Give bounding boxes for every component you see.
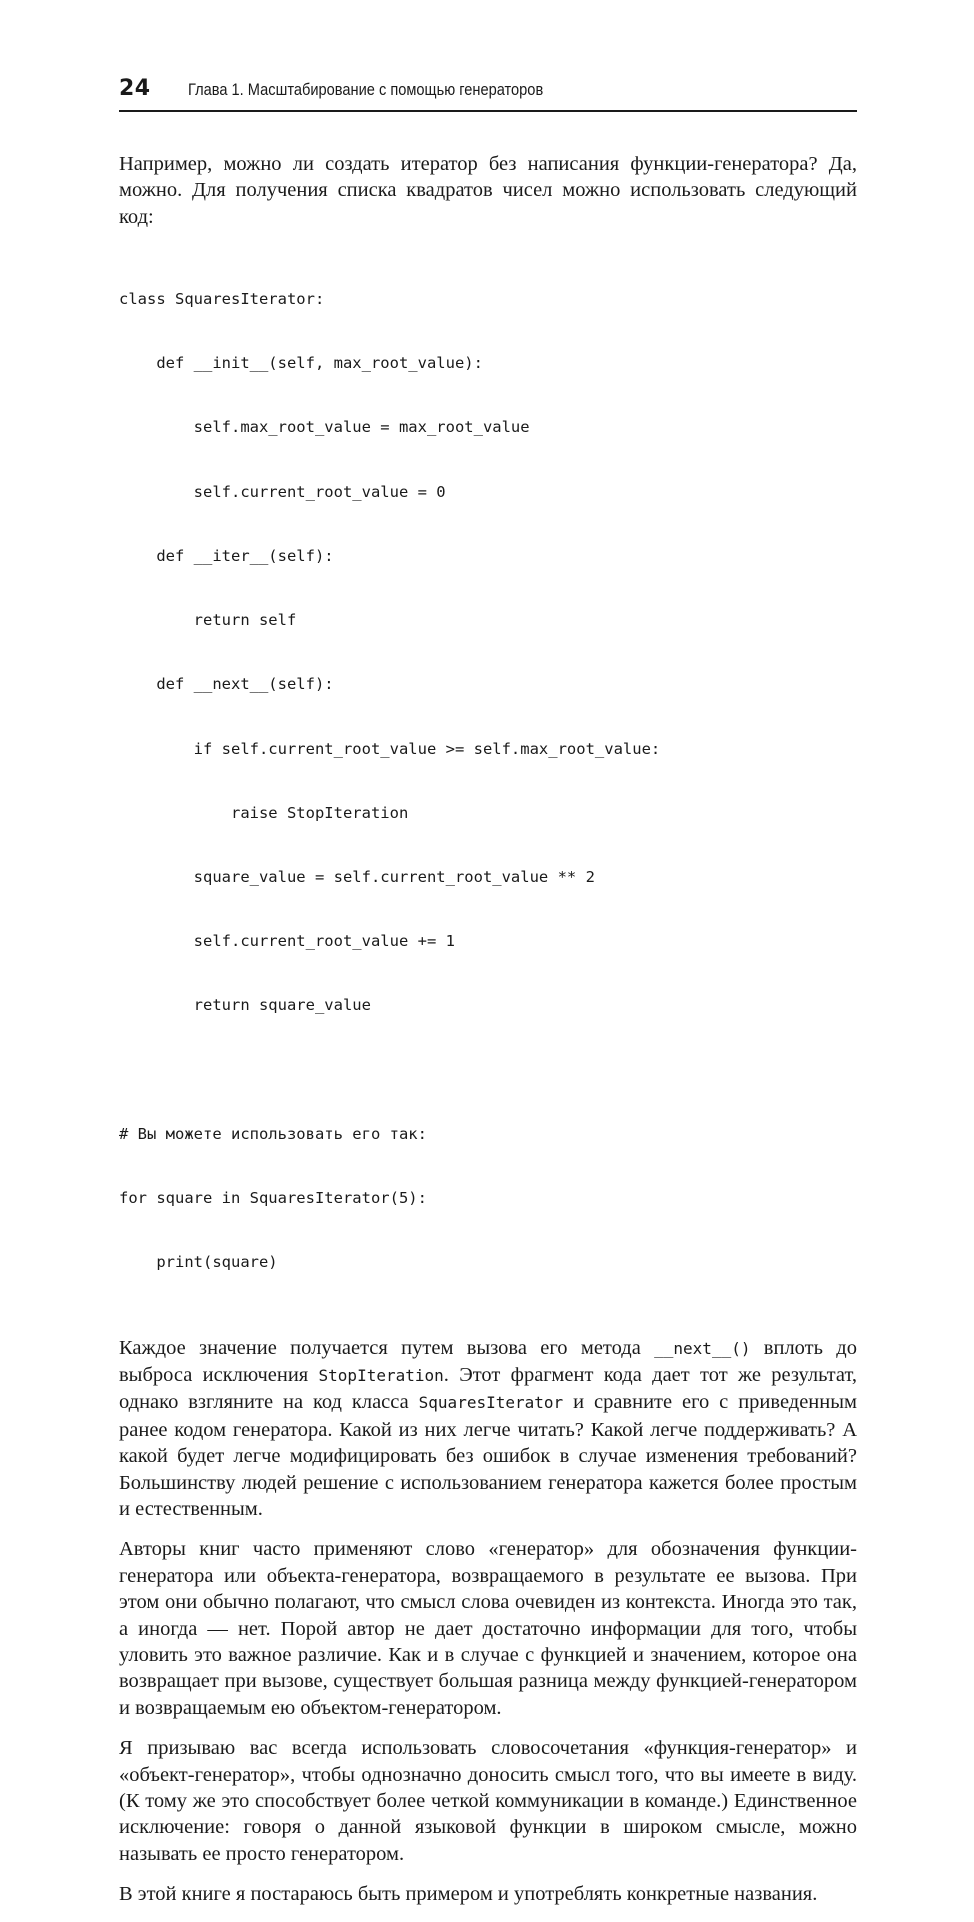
text-run: вплоть до выброса исключения <box>119 1336 857 1386</box>
inline-code-next: __next__() <box>654 1338 751 1358</box>
code-line-blank <box>119 1060 857 1081</box>
running-title: Глава 1. Масштабирование с помощью генераторов <box>188 80 544 99</box>
code-line: square_value = self.current_root_value ** 2 <box>119 868 595 886</box>
inline-code-stopiteration: StopIteration <box>318 1365 444 1385</box>
body-paragraph-3: Я призываю вас всегда использовать словосочетания «функция-генератор» и «объект-генератор», чтобы однозначно доносить смысл того, что вы имеете в виду. (К тому же это способствует более четкой коммуникации в команде.) Единственное исключение: говоря о данной языковой функции в широком смысле, можно называть ее просто генератором. <box>119 1737 857 1865</box>
code-line: raise StopIteration <box>119 803 409 822</box>
text-run: Каждое значение получается путем вызова его метода <box>119 1336 655 1359</box>
code-line: self.current_root_value = 0 <box>119 482 446 501</box>
body-paragraph-1 <box>119 1335 857 1523</box>
page-header <box>119 72 857 112</box>
body-paragraph-4: В этой книге я постараюсь быть примером и употреблять конкретные названия. <box>119 1883 818 1906</box>
code-line: self.current_root_value += 1 <box>119 932 455 951</box>
code-line: class SquaresIterator: <box>119 290 325 309</box>
code-line: print(square) <box>119 1253 278 1272</box>
code-line: for square in SquaresIterator(5): <box>119 1189 427 1208</box>
code-line: return self <box>119 611 297 630</box>
code-line: def __init__(self, max_root_value): <box>119 354 483 373</box>
body-paragraph-2: Авторы книг часто применяют слово «генератор» для обозначения функции-генератора или объекта-генератора, возвращаемого в результате ее вызова. При этом они обычно полагают, что смысл слова очевиден из контекста. Иногда это так, а иногда — нет. Порой автор не дает достаточно информации для того, чтобы уловить это важное различие. Как и в случае с функцией и значением, которое она возвращает при вызове, существует большая разница между функцией-генератором и возвращаемым ею объектом-генератором. <box>119 1538 857 1719</box>
intro-paragraph: Например, можно ли создать итератор без написания функции-генератора? Да, можно. Для получения списка квадратов чисел можно использовать следующий код: <box>119 153 857 228</box>
code-line: if self.current_root_value >= self.max_root_value: <box>119 739 661 758</box>
code-line: return square_value <box>119 996 371 1015</box>
code-block <box>119 246 857 1316</box>
page-body <box>119 151 857 1922</box>
code-comment-line: # Вы можете использовать его так: <box>119 1124 427 1143</box>
text-run: и сравните его с приведенным ранее кодом генератора. Какой из них легче читать? Какой легче поддерживать? А какой будет легче модифицировать без ошибок в случае изменения требований? Большинству людей решение с использованием генератора кажется более простым и естественным. <box>119 1391 857 1520</box>
page-number: 24 <box>119 76 151 101</box>
inline-code-squaresiterator: SquaresIterator <box>418 1393 564 1413</box>
code-line: def __next__(self): <box>119 675 334 694</box>
text-run: . Этот фрагмент кода дает тот же результат, однако взгляните на код класса <box>119 1363 857 1414</box>
code-line: self.max_root_value = max_root_value <box>119 418 530 437</box>
code-line: def __iter__(self): <box>119 546 334 565</box>
